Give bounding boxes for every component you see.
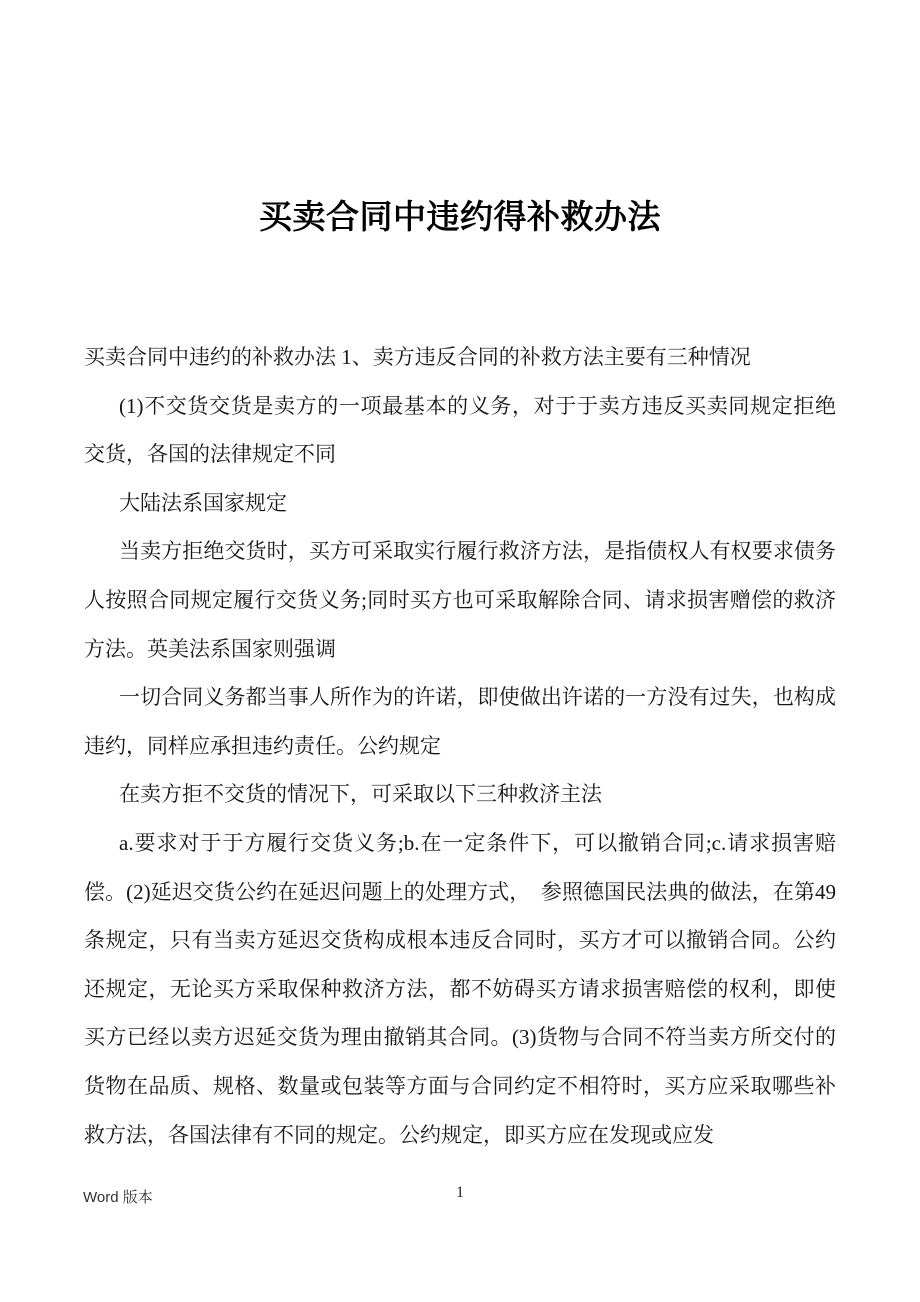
paragraph: 买卖合同中违约的补救办法 1、卖方违反合同的补救方法主要有三种情况 (84, 345, 751, 369)
document-body (84, 333, 836, 1159)
paragraph: 当卖方拒绝交货时，买方可采取实行履行救济方法，是指债权人有权要求债务人按照合同规定履行交货义务;同时买方也可采取解除合同、请求损害赠偿的救济方法。英美法系国家则强调 (84, 539, 836, 661)
paragraph: 一切合同义务都当事人所作为的许诺，即使做出许诺的一方没有过失，也构成违约，同样应承担违约责任。公约规定 (84, 685, 836, 758)
paragraph: 在卖方拒不交货的情况下，可采取以下三种救济主法 (119, 782, 602, 807)
paragraph: 大陆法系国家规定 (119, 490, 287, 515)
document-title: 买卖合同中违约得补救办法 (259, 200, 661, 236)
paragraph: (1)不交货交货是卖方的一项最基本的义务，对于于卖方违反买卖同规定拒绝交货，各国的法律规定不同 (84, 393, 836, 467)
footer-version-label: Word 版本 (83, 1189, 153, 1206)
page-number: 1 (456, 1184, 464, 1201)
paragraph: a.要求对于于方履行交货义务;b.在一定条件下，可以撤销合同;c.请求损害赔偿。(2)延迟交货公约在延迟问题上的处理方式， 参照德国民法典的做法，在第49 条规定，只有当卖方延迟交货构成根本违反合同时，买方才可以撤销合同。公约还规定，无论买方采取保种救济方法，都不妨碍买方请求损害赔偿的权利，即使买方已经以卖方迟延交货为理由撤销其合同。(3)货物与合同不符当卖方所交付的货物在品质、规格、数量或包装等方面与合同约定不相符时，买方应采取哪些补救方法，各国法律有不同的规定。公约规定，即买方应在发现或应发 (84, 830, 836, 1147)
